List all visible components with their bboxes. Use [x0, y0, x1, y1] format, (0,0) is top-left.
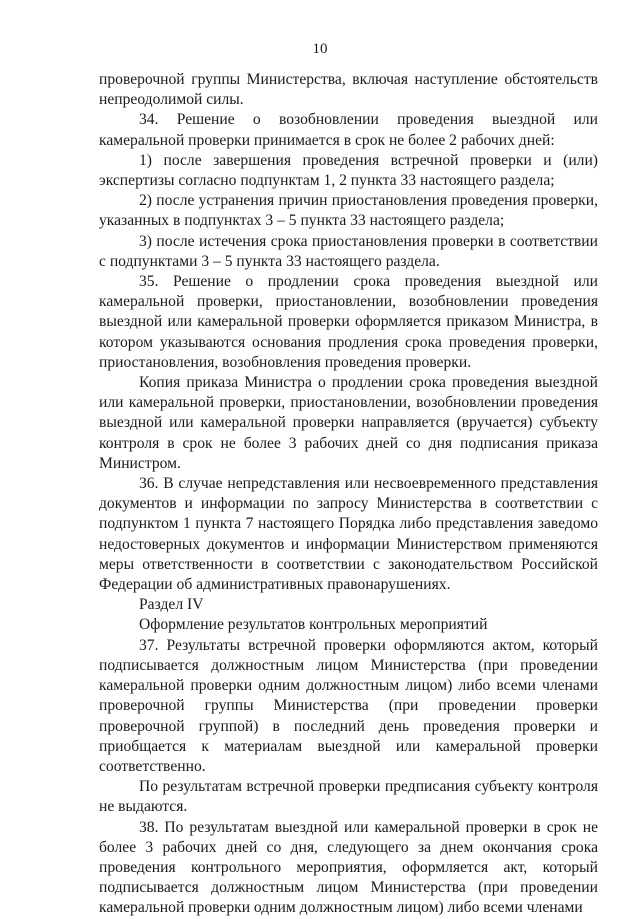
paragraph-item-37: 37. Результаты встречной проверки оформляются актом, который подписывается должностным лицом Министерства (при проведении камеральной проверки одним должностным лицом) либо всеми членами проверочной группы Министерства (при проведении проверки проверочной группой) в последний день проведения проверки и приобщается к материалам выездной или камеральной проверки соответственно.: [99, 636, 598, 775]
paragraph-item-38: 38. По результатам выездной или камеральной проверки в срок не более 3 рабочих дней со дня, следующего за днем окончания срока проведения контрольного мероприятия, оформляется акт, который подписывается должностным лицом Министерства (при проведении камеральной проверки одним должностным лицом) либо всеми членами: [99, 818, 598, 917]
paragraph-subitem-3: 3) после истечения срока приостановления проверки в соответствии с подпунктами 3 – 5 пункта 33 настоящего раздела.: [99, 232, 598, 270]
paragraph-item-34: 34. Решение о возобновлении проведения выездной или камеральной проверки принимается в срок не более 2 рабочих дней:: [99, 111, 598, 149]
section-number: Раздел IV: [139, 596, 204, 614]
paragraph-continuation: проверочной группы Министерства, включая наступление обстоятельств непреодолимой силы.: [99, 71, 598, 109]
paragraph-order-copy: Копия приказа Министра о продлении срока проведения выездной или камеральной проверки, приостановлении, возобновлении проведения выездной или камеральной проверки направляется (вручается) субъекту контроля в срок не более 3 рабочих дней со дня подписания приказа Министром.: [99, 374, 598, 472]
paragraph-subitem-1: 1) после завершения проведения встречной проверки и (или) экспертизы согласно подпунктам 1, 2 пункта 33 настоящего раздела;: [99, 151, 598, 190]
paragraph-subitem-2: 2) после устранения причин приостановления проведения проверки, указанных в подпунктах 3 – 5 пункта 33 настоящего раздела;: [99, 192, 598, 230]
paragraph-item-36: 36. В случае непредставления или несвоевременного представления документов и информации по запросу Министерства в соответствии с подпунктом 1 пункта 7 настоящего Порядка либо представления заведомо недостоверных документов и информации Министерством применяются меры ответственности в соответствии с законодательством Российской Федерации об административных правонарушениях.: [99, 475, 598, 594]
document-body: [99, 70, 598, 919]
paragraph-no-prescription: По результатам встречной проверки предписания субъекту контроля не выдаются.: [99, 778, 598, 816]
paragraph-item-35: 35. Решение о продлении срока проведения выездной или камеральной проверки, приостановлении, возобновлении проведения выездной или камеральной проверки оформляется приказом Министра, в котором указываются основания продления срока проведения проверки, приостановления, возобновления проведения проверки.: [99, 273, 598, 371]
section-title: Оформление результатов контрольных мероприятий: [139, 616, 488, 634]
page-number: 10: [312, 41, 328, 57]
